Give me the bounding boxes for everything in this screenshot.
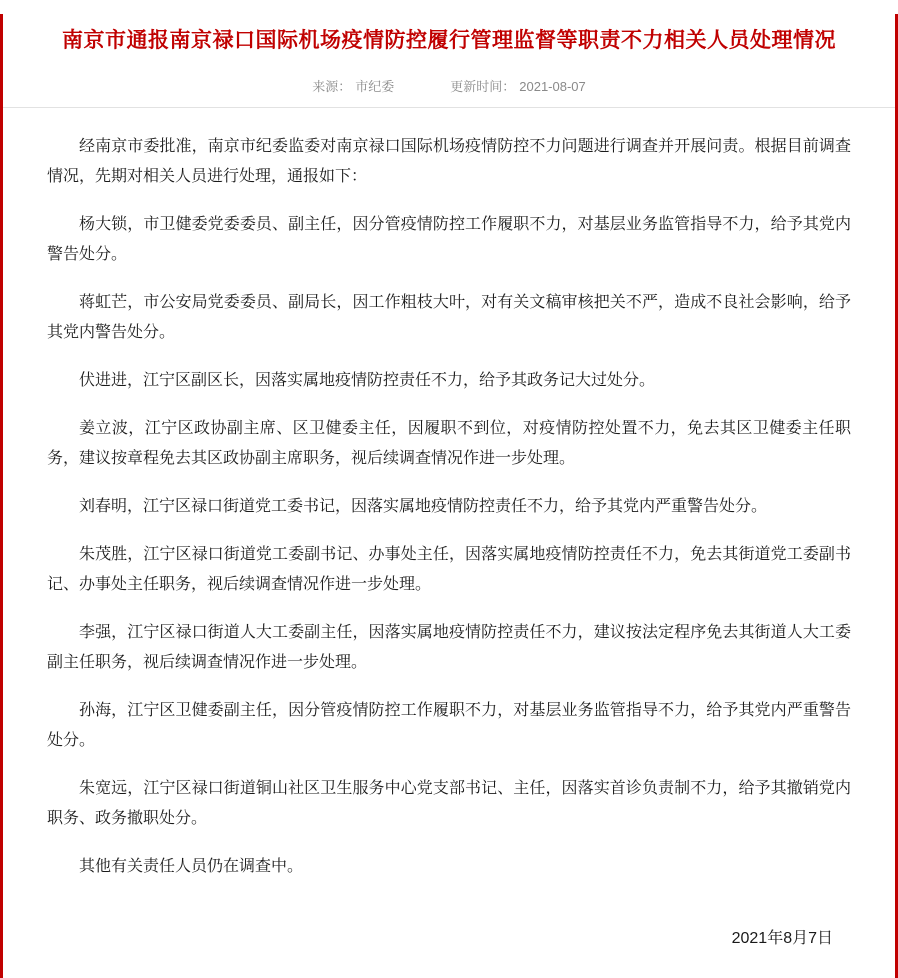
article-paragraph: 经南京市委批准，南京市纪委监委对南京禄口国际机场疫情防控不力问题进行调查并开展问责。根据目前调查情况，先期对相关人员进行处理，通报如下： (47, 138, 851, 186)
article-paragraph: 伏进进，江宁区副区长，因落实属地疫情防控责任不力，给予其政务记大过处分。 (79, 372, 656, 390)
article-paragraph: 蒋虹芒，市公安局党委委员、副局长，因工作粗枝大叶，对有关文稿审核把关不严，造成不良社会影响，给予其党内警告处分。 (47, 294, 851, 342)
update-time-label: 更新时间： (450, 79, 516, 95)
article-paragraph: 孙海，江宁区卫健委副主任，因分管疫情防控工作履职不力，对基层业务监管指导不力，给予其党内严重警告处分。 (47, 702, 851, 750)
article-body (3, 108, 895, 910)
article-paragraph: 朱茂胜，江宁区禄口街道党工委副书记、办事处主任，因落实属地疫情防控责任不力，免去其街道党工委副书记、办事处主任职务，视后续调查情况作进一步处理。 (47, 546, 851, 594)
article-meta-bar (3, 76, 895, 107)
article-paragraph: 朱宽远，江宁区禄口街道铜山社区卫生服务中心党支部书记、主任，因落实首诊负责制不力，给予其撤销党内职务、政务撤职处分。 (47, 780, 851, 828)
source-label: 来源： (312, 79, 352, 95)
article-paragraph: 杨大锁，市卫健委党委委员、副主任，因分管疫情防控工作履职不力，对基层业务监管指导不力，给予其党内警告处分。 (47, 216, 851, 264)
update-time-meta (450, 76, 586, 95)
article-page (0, 14, 898, 978)
article-paragraph: 刘春明，江宁区禄口街道党工委书记，因落实属地疫情防控责任不力，给予其党内严重警告处分。 (79, 498, 768, 516)
source-meta (312, 76, 394, 95)
article-paragraph: 姜立波，江宁区政协副主席、区卫健委主任，因履职不到位，对疫情防控处置不力，免去其区卫健委主任职务，建议按章程免去其区政协副主席职务，视后续调查情况作进一步处理。 (47, 420, 851, 468)
update-time-value: 2021-08-07 (519, 79, 586, 95)
signature-date: 2021年8月7日 (731, 930, 833, 948)
source-value: 市纪委 (355, 79, 395, 95)
article-paragraph: 其他有关责任人员仍在调查中。 (79, 858, 304, 876)
article-paragraph: 李强，江宁区禄口街道人大工委副主任，因落实属地疫情防控责任不力，建议按法定程序免去其街道人大工委副主任职务，视后续调查情况作进一步处理。 (47, 624, 851, 672)
page-title: 南京市通报南京禄口国际机场疫情防控履行管理监督等职责不力相关人员处理情况 (62, 29, 836, 53)
